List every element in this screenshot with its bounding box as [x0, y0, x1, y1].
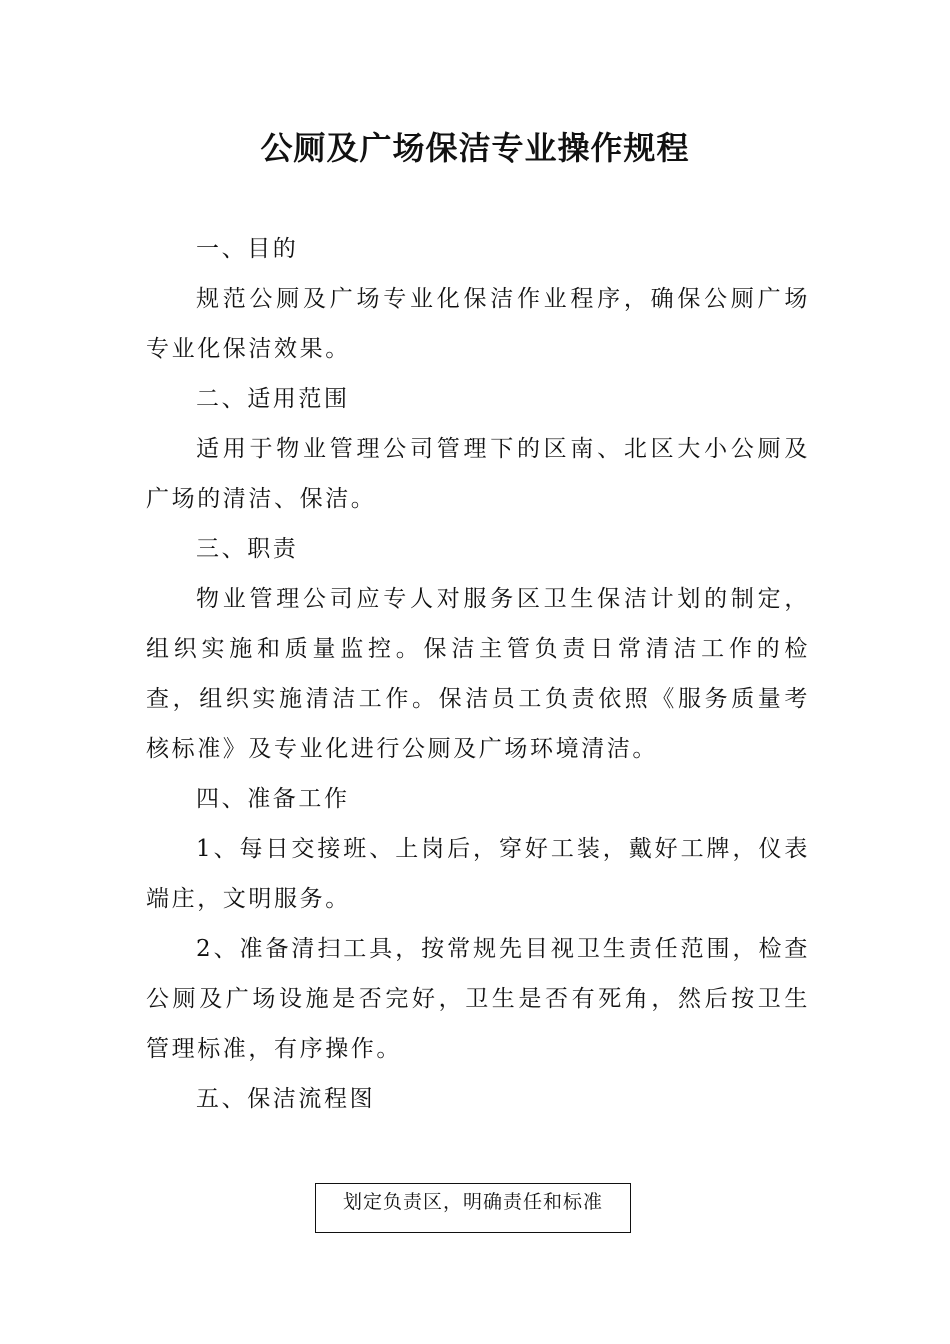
document-body	[146, 224, 810, 1124]
paragraph-preparation-1: 1、每日交接班、上岗后，穿好工装，戴好工牌，仪表端庄，文明服务。	[146, 836, 810, 912]
section-heading-preparation: 四、准备工作	[196, 786, 350, 812]
section-heading-purpose: 一、目的	[196, 236, 299, 262]
section-heading-scope: 二、适用范围	[196, 386, 350, 412]
paragraph-preparation-2: 2、准备清扫工具，按常规先目视卫生责任范围，检查公厕及广场设施是否完好，卫生是否有死角，然后按卫生管理标准，有序操作。	[146, 936, 810, 1062]
paragraph-duties: 物业管理公司应专人对服务区卫生保洁计划的制定，组织实施和质量监控。保洁主管负责日常清洁工作的检查，组织实施清洁工作。保洁员工负责依照《服务质量考核标准》及专业化进行公厕及广场环境清洁。	[146, 586, 810, 762]
section-heading-flowchart: 五、保洁流程图	[196, 1086, 376, 1112]
section-heading-duties: 三、职责	[196, 536, 299, 562]
paragraph-scope: 适用于物业管理公司管理下的区南、北区大小公厕及广场的清洁、保洁。	[146, 436, 810, 512]
flowchart-step-box: 划定负责区，明确责任和标准	[315, 1183, 631, 1233]
document-title: 公厕及广场保洁专业操作规程	[260, 129, 690, 167]
paragraph-purpose: 规范公厕及广场专业化保洁作业程序，确保公厕广场专业化保洁效果。	[146, 286, 810, 362]
